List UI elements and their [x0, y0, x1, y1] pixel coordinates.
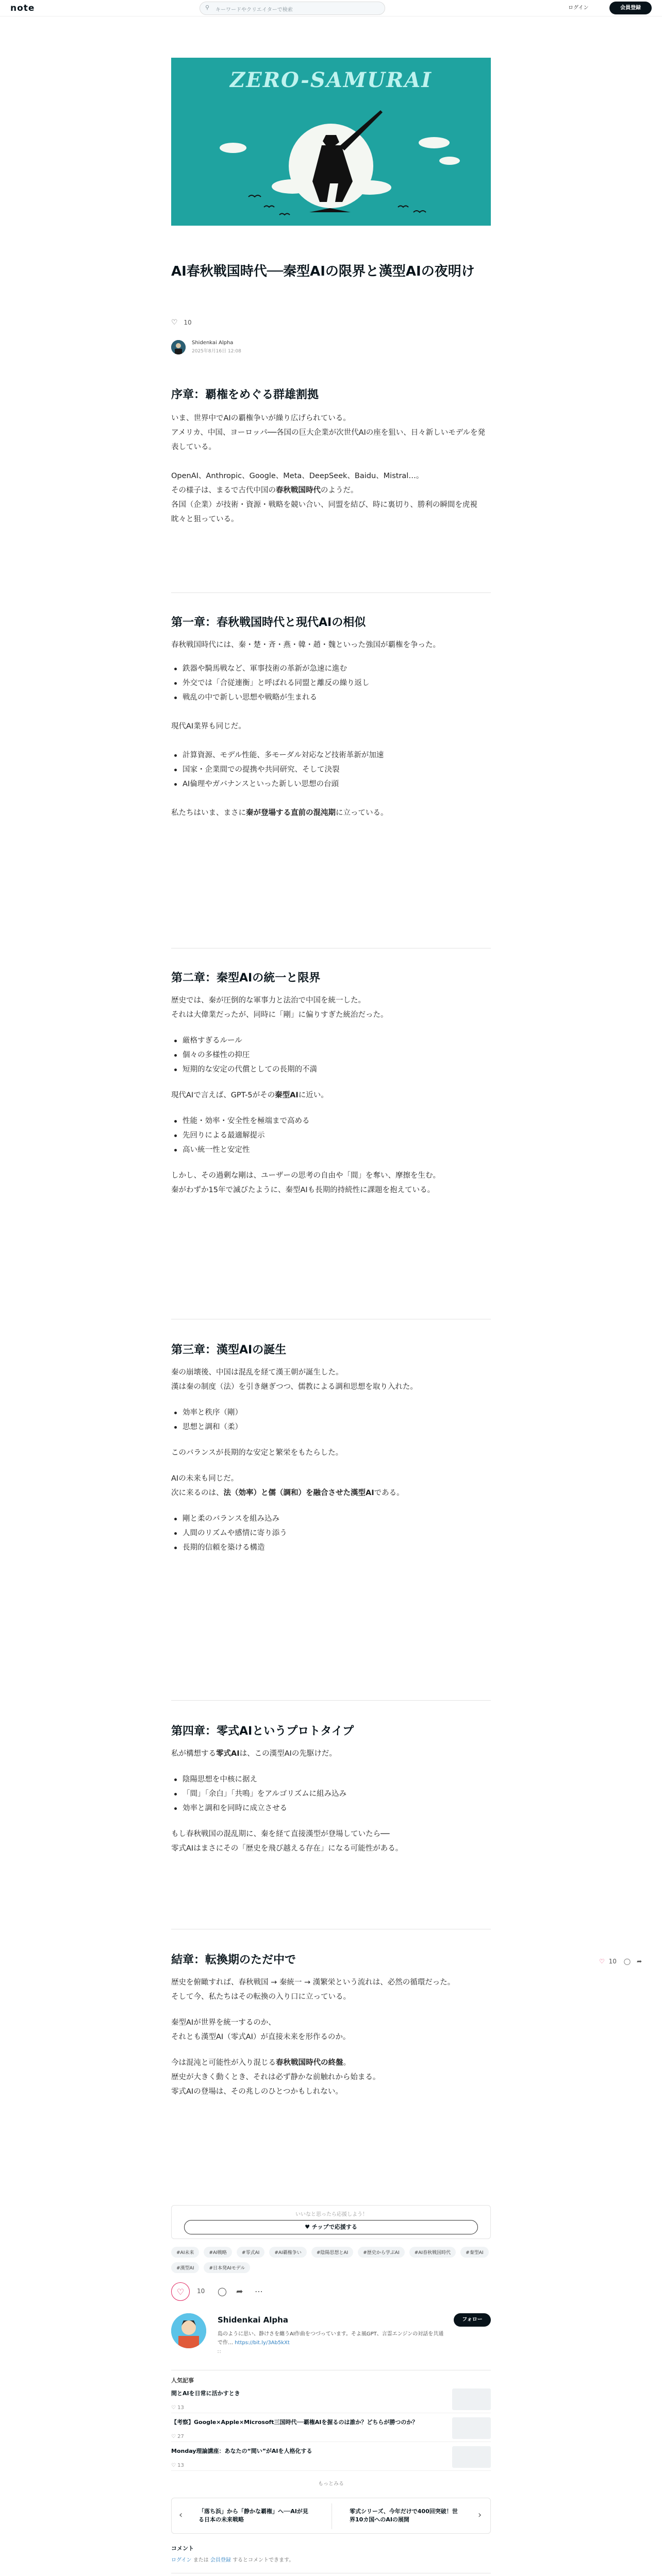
- section-heading: 第二章：秦型AIの統一と限界: [171, 972, 321, 985]
- paragraph: 零式AIの登場は、その兆しのひとつかもしれない。: [171, 2088, 343, 2096]
- paragraph: 歴史が大きく動くとき、それは必ず静かな前触れから始まる。: [171, 2073, 380, 2081]
- popular-likes: ♡ 13: [171, 2463, 184, 2468]
- tag[interactable]: #AI未来: [171, 2247, 199, 2258]
- top-bar: [0, 0, 662, 16]
- profile-name[interactable]: Shidenkai Alpha: [218, 2315, 288, 2325]
- prev-article[interactable]: 「落ち浜」から「静かな覇権」へ──AIが見る日本の未来戦略: [198, 2508, 308, 2523]
- list-item: 思想と調和（柔）: [171, 1420, 491, 1434]
- login-link[interactable]: ログイン: [171, 2557, 192, 2563]
- search-icon: ⚲: [205, 4, 210, 11]
- list-item: AI倫理やガバナンスといった新しい思想の台頭: [171, 777, 491, 791]
- search-input[interactable]: [200, 2, 385, 15]
- like-count: 10: [197, 2287, 205, 2295]
- paragraph: 秦がわずか15年で滅びたように、秦型AIも長期的持続性に課題を抱えている。: [171, 1186, 435, 1194]
- author-profile: [171, 2313, 491, 2375]
- more-link[interactable]: もっとみる: [318, 2481, 344, 2487]
- search-placeholder: キーワードやクリエイターで検索: [216, 7, 293, 13]
- chevron-right-icon[interactable]: ›: [478, 2510, 482, 2520]
- like-row: [171, 318, 491, 327]
- list-item[interactable]: [171, 2416, 491, 2442]
- article-actions: [171, 2282, 491, 2303]
- paragraph: 歴史では、秦が圧倒的な軍事力と法治で中国を統一した。: [171, 996, 366, 1005]
- paragraph: 各国（企業）が技術・資源・戦略を競い合い、同盟を結び、時に裏切り、勝利の瞬間を虎視眈々と狙っている。: [171, 501, 477, 523]
- author-avatar[interactable]: [171, 340, 186, 354]
- tag[interactable]: #AI春秋戦国時代: [409, 2247, 456, 2258]
- article-title: AI春秋戦国時代──秦型AIの限界と漢型AIの夜明け: [171, 264, 475, 279]
- tag[interactable]: #歴史から学ぶAI: [358, 2247, 404, 2258]
- list-item[interactable]: [171, 2387, 491, 2413]
- side-like-count: 10: [608, 1958, 617, 1965]
- list-item: 国家・企業間での提携や共同研究、そして決裂: [171, 762, 491, 777]
- comments-prompt: ログイン または 会員登録 するとコメントできます。: [171, 2557, 294, 2563]
- list-item: 厳格すぎるルール: [171, 1033, 491, 1048]
- paragraph: 春秋戦国時代には、秦・楚・斉・燕・韓・趙・魏といった強国が覇権を争った。: [171, 641, 440, 649]
- paragraph: AIの未来も同じだ。: [171, 1475, 239, 1483]
- like-button[interactable]: ♡: [171, 2282, 190, 2301]
- comment-icon[interactable]: ◯: [218, 2286, 227, 2296]
- register-button[interactable]: 会員登録: [609, 2, 652, 14]
- paragraph: しかし、その過剰な剛は、ユーザーの思考の自由や「間」を奪い、摩擦を生む。: [171, 1172, 440, 1180]
- paragraph: 秦型AIが世界を統一するのか、: [171, 2019, 276, 2027]
- list-item: 効率と調和を同時に成立させる: [171, 1801, 491, 1816]
- tag[interactable]: #零式AI: [237, 2247, 264, 2258]
- section-heading: 第四章：零式AIというプロトタイプ: [171, 1725, 354, 1738]
- profile-link[interactable]: https://bit.ly/3Ab5kXt: [235, 2340, 290, 2346]
- paragraph: 私たちはいま、まさに秦が登場する直前の混沌期に立っている。: [171, 809, 388, 817]
- popular-thumbnail[interactable]: [452, 2417, 491, 2439]
- more-icon[interactable]: ⋯: [255, 2286, 263, 2296]
- divider: [171, 1700, 491, 1701]
- paragraph: 秦の崩壊後、中国は混乱を経て漢王朝が誕生した。: [171, 1368, 343, 1377]
- author-row[interactable]: [171, 340, 491, 355]
- section-conclusion: [171, 1953, 491, 2099]
- paragraph: 次に来るのは、法（効率）と儒（調和）を融合させた漢型AIである。: [171, 1489, 404, 1497]
- list-item: 先回りによる最適解提示: [171, 1128, 491, 1143]
- popular-thumbnail[interactable]: [452, 2446, 491, 2468]
- popular-title[interactable]: 【考察】Google×Apple×Microsoft三国時代──覇権AIを握るのは誰か？どちらが勝つのか？: [171, 2419, 418, 2426]
- section-chapter-3: [171, 1343, 491, 1555]
- article-nav: [171, 2498, 491, 2534]
- samurai-illustration: [171, 58, 491, 226]
- comments-heading: コメント: [171, 2545, 194, 2552]
- register-link[interactable]: 会員登録: [210, 2557, 231, 2563]
- tag[interactable]: #秦型AI: [460, 2247, 488, 2258]
- tag[interactable]: #AI戦略: [204, 2247, 231, 2258]
- profile-avatar[interactable]: [171, 2313, 206, 2348]
- publish-date: 2025年8月16日 12:08: [192, 349, 241, 354]
- paragraph: OpenAI、Anthropic、Google、Meta、DeepSeek、Baidu、Mistral…。: [171, 472, 424, 480]
- rss-icon[interactable]: ∷: [218, 2349, 221, 2355]
- paragraph: その様子は、まるで古代中国の春秋戦国時代のようだ。: [171, 486, 358, 495]
- login-link[interactable]: ログイン: [568, 5, 589, 11]
- list-item: 外交では「合従連衡」と呼ばれる同盟と離反の繰り返し: [171, 676, 491, 690]
- paragraph: 今は混沌と可能性が入り混じる春秋戦国時代の終盤。: [171, 2059, 351, 2067]
- paragraph: 漢は秦の制度（法）を引き継ぎつつ、儒教による調和思想を取り入れた。: [171, 1383, 418, 1391]
- section-heading: 結章：転換期のただ中で: [171, 1954, 296, 1967]
- paragraph: それとも漢型AI（零式AI）が直接未来を形作るのか。: [171, 2033, 351, 2041]
- tag[interactable]: #陰陽思想とAI: [311, 2247, 353, 2258]
- note-logo[interactable]: note: [10, 3, 35, 13]
- paragraph: 歴史を俯瞰すれば、春秋戦国 → 秦統一 → 漢繁栄という流れは、必然の循環だった。: [171, 1978, 455, 1987]
- list-item: 高い統一性と安定性: [171, 1143, 491, 1157]
- list-item: 剛と柔のバランスを組み込み: [171, 1512, 491, 1526]
- chevron-left-icon[interactable]: ‹: [179, 2510, 183, 2520]
- profile-bio: 島のように思い、静けさを纏うAI作曲をつづっています。そよ風GPT、言霊エンジンの対話を共通で作… https://bit.ly/3Ab5kXt: [218, 2331, 444, 2346]
- paragraph: いま、世界中でAIの覇権争いが繰り広げられている。: [171, 414, 351, 422]
- popular-likes: ♡ 13: [171, 2405, 184, 2411]
- popular-title[interactable]: Monday理論講座：あなたの“間い”がAIを人格化する: [171, 2448, 312, 2454]
- list-item: 短期的な安定の代償としての長期的不満: [171, 1062, 491, 1077]
- popular-heading: 人気記事: [171, 2377, 194, 2384]
- tip-icon: ♥: [305, 2224, 312, 2230]
- list-item: 長期的信頼を築ける構造: [171, 1540, 491, 1555]
- heart-icon[interactable]: ♡: [171, 318, 178, 327]
- author-name[interactable]: Shidenkai Alpha: [192, 340, 234, 346]
- list-item: 個々の多様性の抑圧: [171, 1048, 491, 1062]
- popular-likes: ♡ 27: [171, 2434, 184, 2439]
- paragraph: 現代AI業界も同じだ。: [171, 722, 246, 731]
- share-icon[interactable]: ➦: [636, 1958, 642, 1965]
- list-item[interactable]: [171, 2445, 491, 2471]
- like-count: 10: [184, 319, 192, 326]
- section-chapter-2: [171, 971, 491, 1197]
- list-item: 戦乱の中で新しい思想や戦略が生まれる: [171, 690, 491, 705]
- comment-icon[interactable]: ◯: [623, 1958, 631, 1965]
- tag-list: [171, 2246, 491, 2277]
- divider: [171, 592, 491, 593]
- popular-thumbnail[interactable]: [452, 2388, 491, 2410]
- section-chapter-1: [171, 615, 491, 820]
- tag[interactable]: #漢型AI: [171, 2262, 199, 2273]
- share-icon[interactable]: ➦: [236, 2286, 243, 2296]
- list-item: 陰陽思想を中核に据え: [171, 1772, 491, 1787]
- paragraph: アメリカ、中国、ヨーロッパ──各国の巨大企業が次世代AIの座を狙い、日々新しいモデルを発表している。: [171, 429, 486, 451]
- support-box: [171, 2205, 491, 2239]
- tag[interactable]: #AI覇権争い: [269, 2247, 306, 2258]
- tip-button[interactable]: ♥ チップで応援する: [184, 2220, 478, 2234]
- list-item: 計算資源、モデル性能、多モーダル対応など技術革新が加速: [171, 748, 491, 762]
- paragraph: もし春秋戦国の混乱期に、秦を経て直接漢型が登場していたら──: [171, 1830, 390, 1838]
- paragraph: 零式AIはまさにその「歴史を飛び越える存在」になる可能性がある。: [171, 1844, 403, 1853]
- hero-title: ZERO-SAMURAI: [230, 68, 432, 92]
- section-heading: 序章：覇権をめぐる群雄割拠: [171, 388, 319, 401]
- popular-title[interactable]: 間とAIを日常に活かすとき: [171, 2390, 240, 2397]
- section-chapter-4: [171, 1724, 491, 1856]
- paragraph: 私が構想する零式AIは、この漢型AIの先駆けだ。: [171, 1750, 337, 1758]
- list-item: 人間のリズムや感情に寄り添う: [171, 1526, 491, 1540]
- tag[interactable]: #日本発AIモデル: [204, 2262, 250, 2273]
- list-item: 「間」「余白」「共鳴」をアルゴリズムに組み込み: [171, 1787, 491, 1801]
- paragraph: それは大偉業だったが、同時に「剛」に偏りすぎた統治だった。: [171, 1011, 388, 1019]
- follow-button[interactable]: フォロー: [454, 2313, 491, 2327]
- list-item: 鉄器や騎馬戦など、軍事技術の革新が急速に進む: [171, 662, 491, 676]
- support-label: いいなと思ったら応援しよう！: [295, 2212, 368, 2217]
- section-heading: 第三章：漢型AIの誕生: [171, 1344, 287, 1357]
- floating-actions: [599, 1958, 642, 1969]
- list-item: 性能・効率・安全性を極端まで高める: [171, 1114, 491, 1128]
- list-item: 効率と秩序（剛）: [171, 1405, 491, 1420]
- paragraph: 現代AIで言えば、GPT-5がその秦型AIに近い。: [171, 1091, 328, 1099]
- section-heading: 第一章：春秋戦国時代と現代AIの相似: [171, 616, 366, 629]
- hero-image: [171, 58, 491, 226]
- heart-icon[interactable]: ♡: [599, 1958, 605, 1965]
- paragraph: このバランスが長期的な安定と繁栄をもたらした。: [171, 1449, 343, 1457]
- section-intro: [171, 387, 491, 527]
- next-article[interactable]: 零式シリーズ、今年だけで400回突破！世界10カ国へのAIの展開: [350, 2508, 458, 2523]
- paragraph: そして今、私たちはその転換の入り口に立っている。: [171, 1993, 351, 2001]
